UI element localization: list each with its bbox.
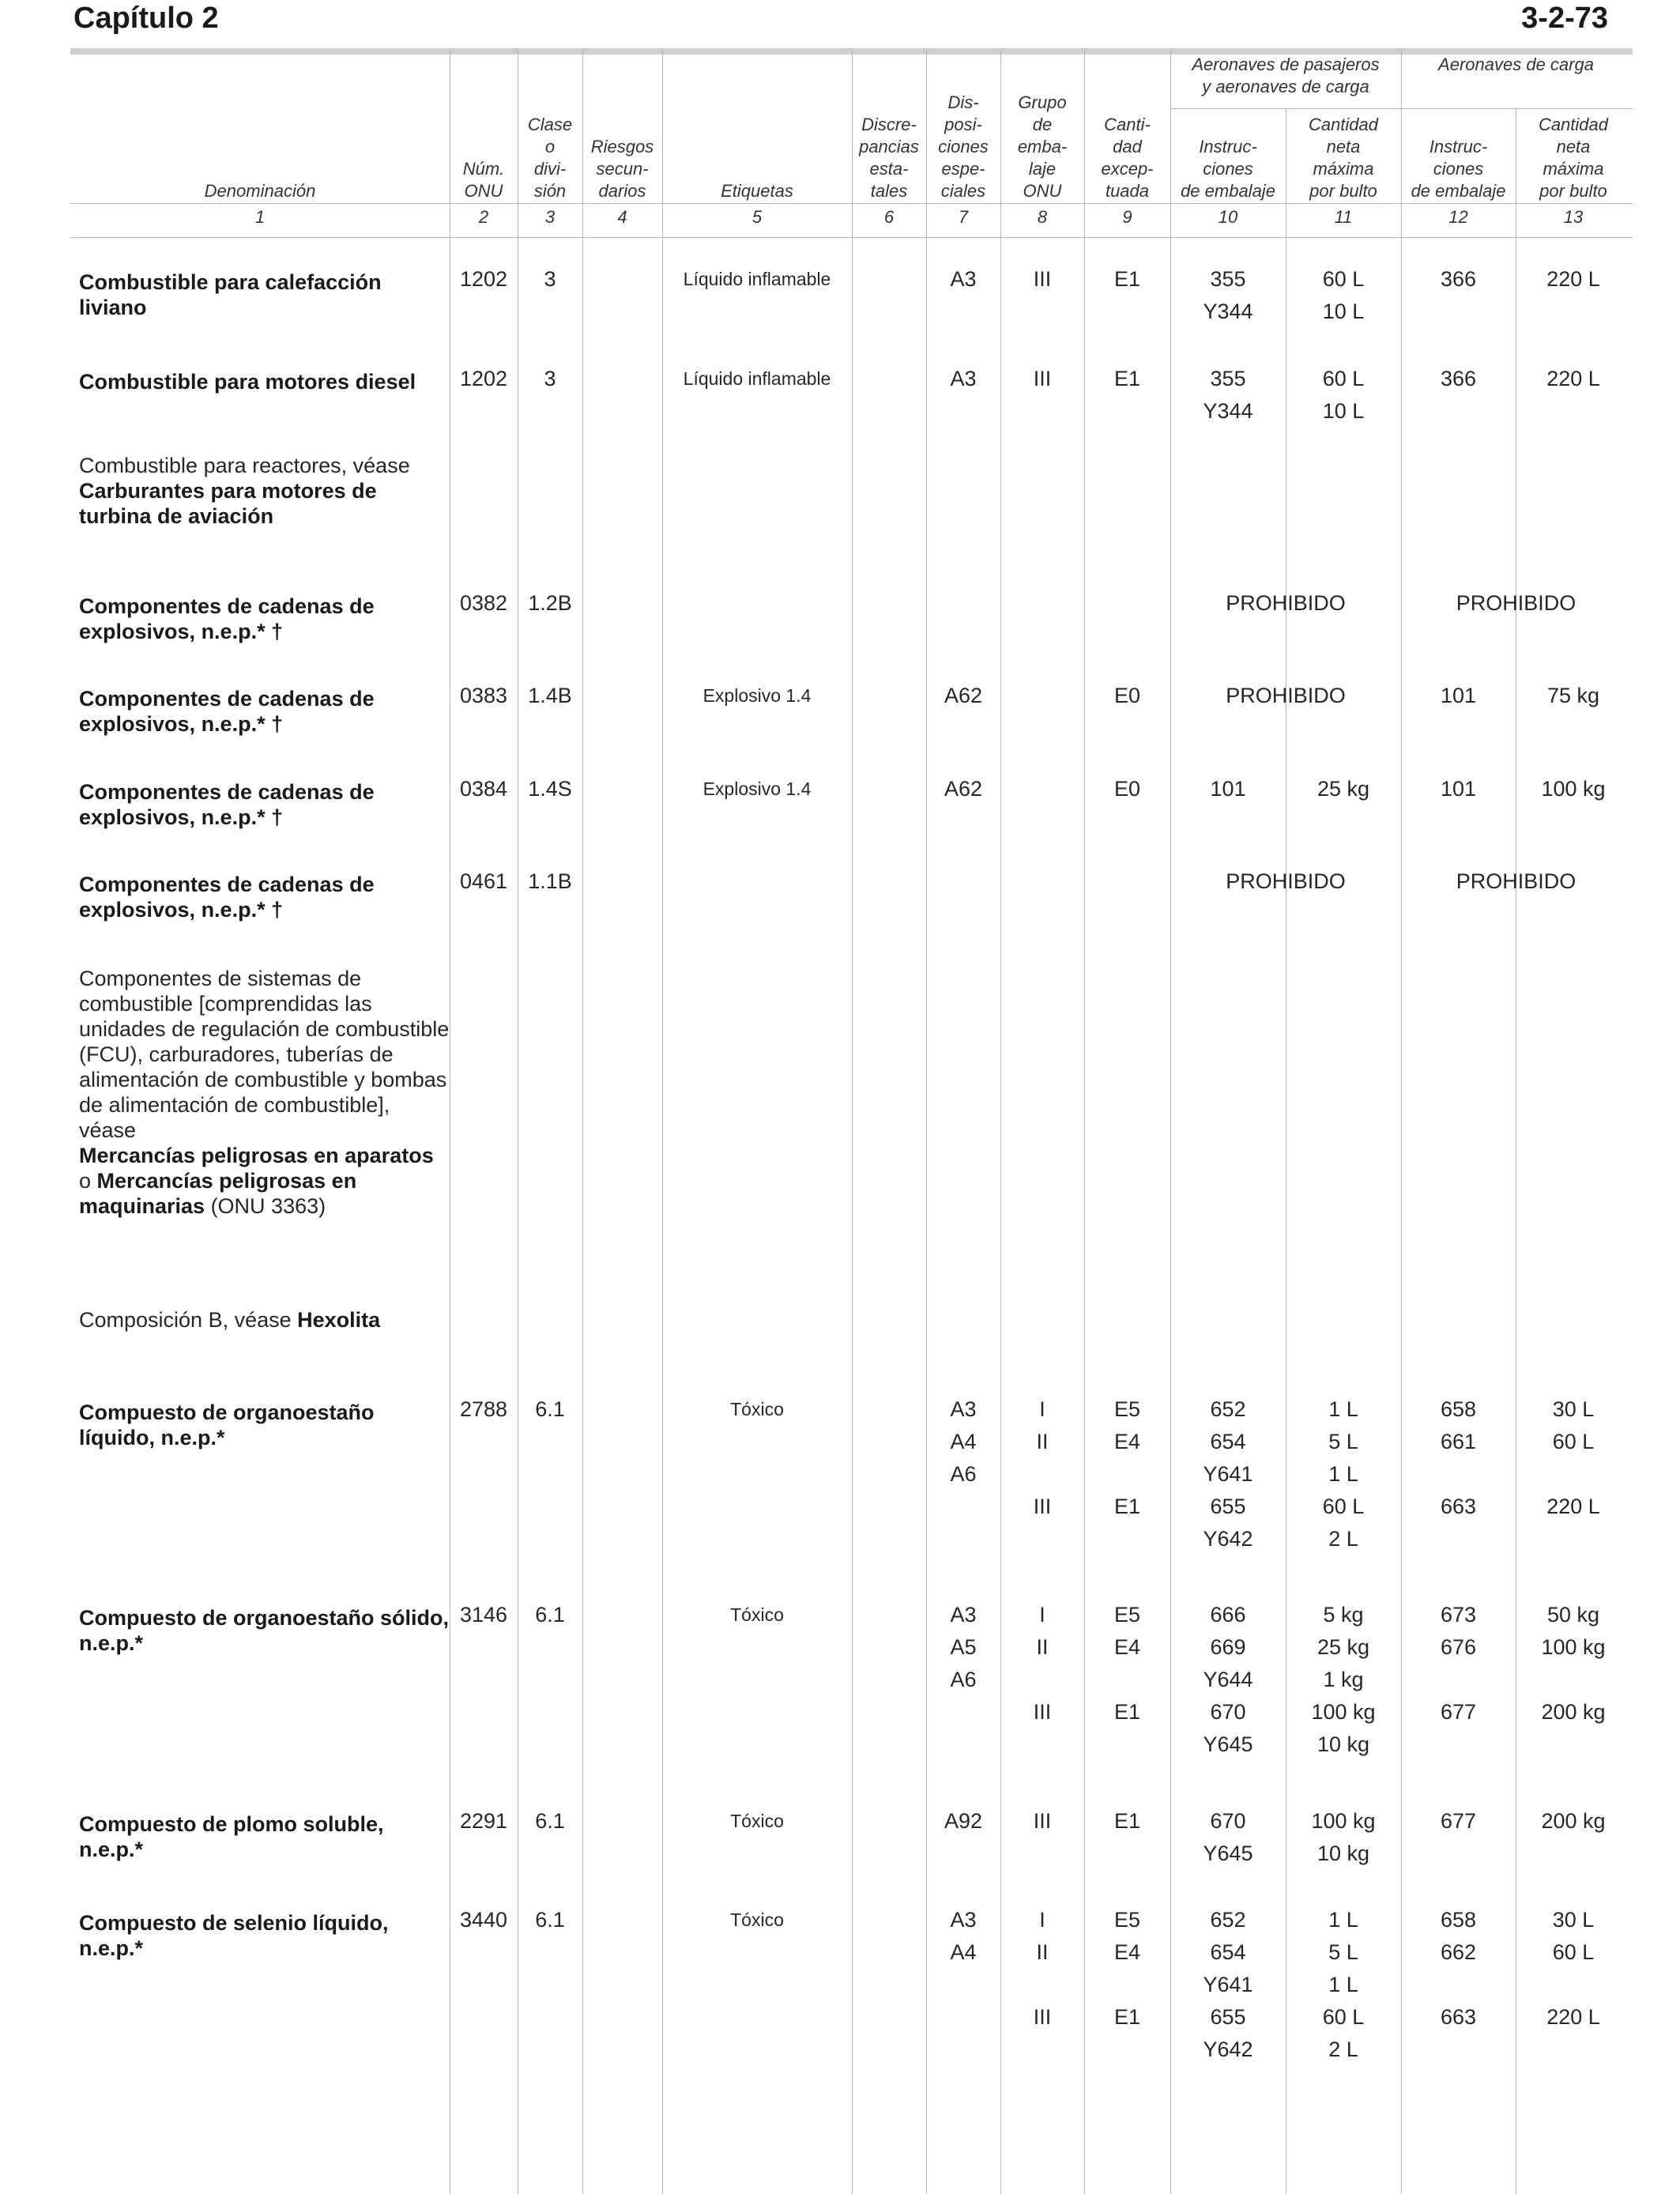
special-provisions: A3 (950, 267, 977, 291)
column-number: 4 (617, 207, 627, 227)
special-provisions: A62 (944, 777, 983, 801)
denomination-bold: Compuesto de organoestaño sólido, n.e.p.* (79, 1606, 450, 1655)
column-number: 3 (544, 207, 556, 227)
cargo-packing-instruction: 658 661 663 (1440, 1397, 1477, 1518)
packing-group: III (1033, 367, 1052, 390)
cargo-packing-instruction: 101 (1440, 684, 1477, 707)
excepted-quantity: E5 E4 E1 (1113, 1397, 1141, 1518)
cargo-max-quantity: 220 L (1546, 267, 1600, 291)
excepted-quantity: E1 (1113, 1809, 1141, 1833)
column-number: 9 (1122, 207, 1132, 227)
cargo-packing-instruction: 658 662 663 (1440, 1908, 1477, 2029)
class-division: 6.1 (535, 1809, 565, 1833)
denomination-text: Combustible para reactores, véase (79, 454, 410, 477)
column-header: Canti- dad excep- tuada (1101, 115, 1154, 201)
passenger-prohibited: PROHIBIDO (1226, 869, 1346, 893)
class-division: 6.1 (535, 1908, 565, 1932)
denomination-bold: Componentes de cadenas de explosivos, n.e.p.* † (79, 687, 375, 736)
page-number: 3-2-73 (1521, 2, 1608, 35)
chapter-title: Capítulo 2 (73, 2, 219, 35)
un-number: 0382 (459, 591, 508, 615)
packing-group: I II III (1033, 1908, 1052, 2029)
denomination-bold: Compuesto de plomo soluble, n.e.p.* (79, 1812, 384, 1861)
passenger-max-quantity: 5 kg 25 kg 1 kg 100 kg 10 kg (1311, 1603, 1376, 1756)
un-number: 1202 (459, 367, 508, 390)
column-header: Denominación (204, 181, 316, 201)
denomination-text: Componentes de sistemas de combustible [comprendidas las unidades de regulación de combustible (FCU), carburadores, tuberías de alimentación de combustible y bombas de alimentación de combustible], véase (79, 967, 450, 1142)
denomination-bold: Mercancías peligrosas en aparatos (79, 1144, 434, 1167)
passenger-max-quantity: 25 kg (1317, 777, 1370, 801)
denomination-bold: Hexolita (297, 1308, 381, 1332)
passenger-packing-instruction: 355 Y344 (1203, 367, 1253, 423)
denomination (79, 270, 450, 320)
class-division: 1.2B (528, 591, 572, 615)
class-division: 1.4B (528, 684, 572, 707)
class-division: 3 (544, 367, 556, 390)
denomination (79, 594, 450, 644)
un-number: 1202 (459, 267, 508, 291)
column-number: 1 (254, 207, 266, 227)
passenger-prohibited: PROHIBIDO (1226, 591, 1346, 615)
packing-group: I II III (1033, 1603, 1052, 1724)
column-number: 8 (1037, 207, 1048, 227)
cargo-max-quantity: 200 kg (1541, 1809, 1606, 1833)
excepted-quantity: E1 (1113, 267, 1141, 291)
column-number: 5 (751, 207, 763, 227)
excepted-quantity: E1 (1113, 367, 1141, 390)
passenger-max-quantity: 100 kg 10 kg (1311, 1809, 1376, 1865)
denomination-bold: Combustible para motores diesel (79, 370, 416, 394)
excepted-quantity: E0 (1113, 777, 1141, 801)
packing-group: III (1033, 1809, 1052, 1833)
hazard-label: Tóxico (730, 1399, 784, 1419)
denomination-bold: Carburantes para motores de turbina de aviación (79, 479, 377, 528)
special-provisions: A92 (944, 1809, 983, 1833)
passenger-packing-instruction: 101 (1210, 777, 1246, 801)
excepted-quantity: E5 E4 E1 (1113, 1908, 1141, 2029)
denomination-bold: Compuesto de organoestaño líquido, n.e.p.* (79, 1400, 375, 1449)
passenger-packing-instruction: 355 Y344 (1203, 267, 1253, 323)
denomination (79, 1811, 450, 1862)
column-number: 10 (1218, 207, 1238, 227)
denomination (79, 1307, 450, 1333)
class-division: 6.1 (535, 1397, 565, 1421)
class-division: 1.1B (528, 869, 572, 893)
cargo-prohibited: PROHIBIDO (1456, 869, 1576, 893)
column-number: 13 (1563, 207, 1584, 227)
special-provisions: A3 A5 A6 (950, 1603, 977, 1691)
cargo-packing-instruction: 366 (1440, 267, 1477, 291)
denomination (79, 453, 450, 529)
un-number: 2291 (459, 1809, 508, 1833)
un-number: 0383 (459, 684, 508, 707)
denomination (79, 686, 450, 737)
passenger-packing-instruction: 652 654 Y641 655 Y642 (1203, 1397, 1253, 1551)
passenger-max-quantity: 1 L 5 L 1 L 60 L 2 L (1322, 1397, 1365, 1551)
passenger-packing-instruction: 670 Y645 (1203, 1809, 1253, 1865)
cargo-max-quantity: 30 L 60 L 220 L (1546, 1397, 1600, 1518)
cargo-packing-instruction: 366 (1440, 367, 1477, 390)
denomination-bold: Compuesto de selenio líquido, n.e.p.* (79, 1911, 389, 1960)
denomination (79, 1910, 450, 1961)
column-header: Cantidad neta máxima por bulto (1308, 115, 1379, 201)
un-number: 0384 (459, 777, 508, 801)
column-number: 11 (1334, 207, 1353, 227)
un-number: 3440 (459, 1908, 508, 1932)
denomination-bold: Componentes de cadenas de explosivos, n.e.p.* † (79, 873, 375, 922)
un-number: 3146 (459, 1603, 508, 1627)
cargo-max-quantity: 220 L (1546, 367, 1600, 390)
class-division: 6.1 (535, 1603, 565, 1627)
hazard-label: Explosivo 1.4 (703, 778, 812, 799)
passenger-packing-instruction: 652 654 Y641 655 Y642 (1203, 1908, 1253, 2061)
passenger-packing-instruction: 666 669 Y644 670 Y645 (1203, 1603, 1253, 1756)
hazard-label: Líquido inflamable (683, 368, 831, 389)
hazard-label: Tóxico (730, 1909, 784, 1930)
column-number: 6 (883, 207, 895, 227)
hazard-label: Explosivo 1.4 (703, 685, 812, 706)
column-header: Cantidad neta máxima por bulto (1538, 115, 1609, 201)
packing-group: III (1033, 267, 1052, 291)
denomination (79, 369, 450, 394)
passenger-max-quantity: 60 L 10 L (1322, 367, 1365, 423)
column-header: Núm. ONU (462, 159, 505, 201)
passenger-max-quantity: 60 L 10 L (1322, 267, 1365, 323)
column-header: Instruc- ciones de embalaje (1411, 137, 1506, 201)
column-header: Clase o divi- sión (527, 115, 573, 201)
column-header: Discre- pancias esta- tales (859, 115, 919, 201)
denomination-text: Composición B, véase (79, 1308, 298, 1332)
excepted-quantity: E5 E4 E1 (1113, 1603, 1141, 1724)
cargo-packing-instruction: 101 (1440, 777, 1477, 801)
special-provisions: A3 A4 A6 (950, 1397, 977, 1486)
denomination (79, 779, 450, 830)
denomination-bold: Mercancías peligrosas en maquinarias (79, 1169, 357, 1218)
cargo-max-quantity: 50 kg 100 kg 200 kg (1541, 1603, 1606, 1724)
un-number: 0461 (459, 869, 508, 893)
group-header-cargo: Aeronaves de carga (1438, 55, 1594, 74)
group-header-passenger: Aeronaves de pasajeros y aeronaves de carga (1192, 55, 1380, 96)
column-number: 7 (958, 207, 969, 227)
hazard-label: Tóxico (730, 1811, 784, 1831)
denomination-bold: Componentes de cadenas de explosivos, n.e.p.* † (79, 594, 375, 643)
column-header: Riesgos secun- darios (590, 137, 654, 201)
un-number: 2788 (459, 1397, 508, 1421)
special-provisions: A3 (950, 367, 977, 390)
hazard-label: Tóxico (730, 1604, 784, 1625)
column-header: Grupo de emba- laje ONU (1017, 92, 1068, 201)
denomination-text: (ONU 3363) (205, 1194, 326, 1218)
cargo-max-quantity: 100 kg (1541, 777, 1606, 801)
special-provisions: A62 (944, 684, 983, 707)
column-header: Instruc- ciones de embalaje (1181, 137, 1275, 201)
passenger-max-quantity: 1 L 5 L 1 L 60 L 2 L (1322, 1908, 1365, 2061)
column-header: Etiquetas (721, 181, 793, 201)
passenger-prohibited: PROHIBIDO (1226, 684, 1346, 707)
denomination-text: o (79, 1169, 97, 1193)
packing-group: I II III (1033, 1397, 1052, 1518)
column-header: Dis- posi- ciones espe- ciales (938, 92, 989, 201)
cargo-max-quantity: 75 kg (1546, 684, 1600, 707)
excepted-quantity: E0 (1113, 684, 1141, 707)
denomination (79, 872, 450, 922)
denomination (79, 966, 450, 1219)
cargo-max-quantity: 30 L 60 L 220 L (1546, 1908, 1600, 2029)
class-division: 3 (544, 267, 556, 291)
column-number: 12 (1448, 207, 1468, 227)
denomination-bold: Componentes de cadenas de explosivos, n.e.p.* † (79, 780, 375, 829)
cargo-prohibited: PROHIBIDO (1456, 591, 1576, 615)
class-division: 1.4S (528, 777, 572, 801)
hazard-label: Líquido inflamable (683, 269, 831, 289)
denomination (79, 1605, 450, 1656)
column-number: 2 (478, 207, 489, 227)
cargo-packing-instruction: 677 (1440, 1809, 1477, 1833)
cargo-packing-instruction: 673 676 677 (1440, 1603, 1477, 1724)
column-divider (582, 50, 583, 2194)
special-provisions: A3 A4 (950, 1908, 977, 1964)
column-divider (852, 50, 853, 2194)
denomination (79, 1400, 450, 1450)
denomination-bold: Combustible para calefacción liviano (79, 270, 382, 319)
